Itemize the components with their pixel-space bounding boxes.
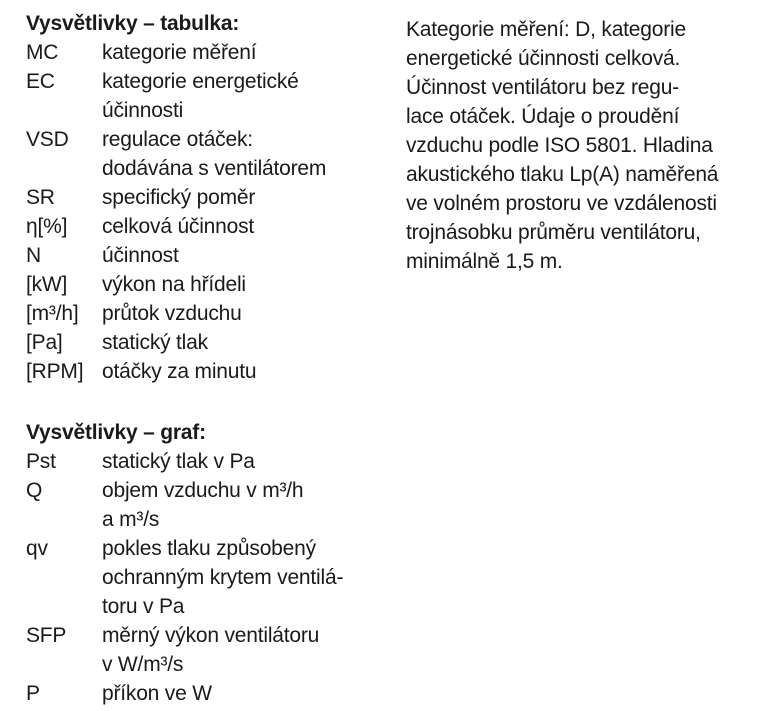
table-legend-row-abbreviation: η[%] bbox=[26, 215, 68, 238]
graph-legend-row bbox=[26, 447, 343, 476]
graph-legend-row-description-line: příkon ve W bbox=[102, 682, 212, 705]
note-line: akustického tlaku Lp(A) naměřená bbox=[406, 163, 719, 186]
table-legend-row-description bbox=[102, 212, 326, 241]
graph-legend-row-description bbox=[102, 447, 343, 476]
graph-legend-row bbox=[26, 534, 343, 621]
table-legend-row-description-line: celková účinnost bbox=[102, 215, 255, 238]
table-legend-row-description-line: výkon na hřídeli bbox=[102, 273, 246, 296]
table-legend-row bbox=[26, 38, 326, 67]
table-legend-row-abbreviation: MC bbox=[26, 41, 59, 64]
note-line: energetické účinnosti celková. bbox=[406, 47, 681, 70]
table-legend-row bbox=[26, 270, 326, 299]
note-line: lace otáček. Údaje o proudění bbox=[406, 105, 680, 128]
graph-legend bbox=[26, 447, 343, 708]
note-line: minimálně 1,5 m. bbox=[406, 250, 563, 273]
note-line: Účinnost ventilátoru bez regu- bbox=[406, 76, 679, 99]
graph-legend-row-description-line: ochranným krytem ventilá- bbox=[102, 566, 344, 589]
graph-legend-row-description-line: pokles tlaku způsobený bbox=[102, 537, 316, 560]
table-legend-row-description-line: kategorie energetické bbox=[102, 70, 299, 93]
table-legend-row bbox=[26, 212, 326, 241]
graph-legend-row-abbreviation: SFP bbox=[26, 624, 67, 647]
section-spacer bbox=[26, 386, 398, 418]
table-legend-row-description-line: účinnost bbox=[102, 244, 179, 267]
graph-legend-title: Vysvětlivky – graf: bbox=[26, 421, 206, 444]
table-legend-row-description bbox=[102, 270, 326, 299]
table-legend-row-description bbox=[102, 183, 326, 212]
table-legend-row-abbreviation: [m³/h] bbox=[26, 302, 79, 325]
graph-legend-row bbox=[26, 476, 343, 534]
table-legend-row-abbreviation: [Pa] bbox=[26, 331, 63, 354]
measurement-note bbox=[406, 15, 762, 276]
table-legend-row-description-line: otáčky za minutu bbox=[102, 360, 257, 383]
table-legend-row-abbreviation: SR bbox=[26, 186, 55, 209]
table-legend-row-description bbox=[102, 38, 326, 67]
note-line: ve volném prostoru ve vzdálenosti bbox=[406, 192, 717, 215]
table-legend-row-description-line: specifický poměr bbox=[102, 186, 256, 209]
table-legend-row-abbreviation: N bbox=[26, 244, 41, 267]
note-line: vzduchu podle ISO 5801. Hladina bbox=[406, 134, 713, 157]
table-legend-row-description bbox=[102, 125, 326, 183]
table-legend-row-abbreviation: [kW] bbox=[26, 273, 68, 296]
table-legend-row bbox=[26, 183, 326, 212]
table-legend-row-abbreviation: [RPM] bbox=[26, 360, 84, 383]
table-legend-row bbox=[26, 328, 326, 357]
table-legend-row-description bbox=[102, 241, 326, 270]
table-legend-row-description bbox=[102, 299, 326, 328]
graph-legend-row-description-line: statický tlak v Pa bbox=[102, 450, 255, 473]
table-legend-row-description-line: kategorie měření bbox=[102, 41, 257, 64]
graph-legend-row bbox=[26, 621, 343, 679]
table-legend-row-description bbox=[102, 67, 326, 125]
table-legend-row-description-line: dodávána s ventilátorem bbox=[102, 157, 327, 180]
graph-legend-row-abbreviation: Q bbox=[26, 479, 43, 502]
graph-legend-row-description-line: měrný výkon ventilátoru bbox=[102, 624, 320, 647]
graph-legend-row bbox=[26, 679, 343, 708]
table-legend-row bbox=[26, 67, 326, 125]
graph-legend-row-description bbox=[102, 534, 343, 621]
table-legend-row bbox=[26, 357, 326, 386]
table-legend-row-description-line: průtok vzduchu bbox=[102, 302, 242, 325]
graph-legend-row-abbreviation: Pst bbox=[26, 450, 56, 473]
table-legend-row-description-line: účinnosti bbox=[102, 99, 184, 122]
table-legend-row-abbreviation: VSD bbox=[26, 128, 69, 151]
table-legend-body bbox=[26, 38, 326, 386]
table-legend-row bbox=[26, 299, 326, 328]
legend-column bbox=[26, 9, 398, 708]
graph-legend-row-description bbox=[102, 621, 343, 679]
table-legend-row bbox=[26, 241, 326, 270]
table-legend-row-description bbox=[102, 357, 326, 386]
table-legend bbox=[26, 38, 326, 386]
graph-legend-row-description-line: a m³/s bbox=[102, 508, 160, 531]
table-legend-row-description-line: statický tlak bbox=[102, 331, 208, 354]
graph-legend-row-abbreviation: P bbox=[26, 682, 40, 705]
graph-legend-row-description bbox=[102, 476, 343, 534]
graph-legend-body bbox=[26, 447, 343, 708]
table-legend-title: Vysvětlivky – tabulka: bbox=[26, 12, 240, 35]
graph-legend-row-abbreviation: qv bbox=[26, 537, 48, 560]
note-line: trojnásobku průměru ventilátoru, bbox=[406, 221, 701, 244]
graph-legend-row-description bbox=[102, 679, 343, 708]
graph-legend-row-description-line: objem vzduchu v m³/h bbox=[102, 479, 304, 502]
graph-legend-row-description-line: toru v Pa bbox=[102, 595, 185, 618]
note-line: Kategorie měření: D, kategorie bbox=[406, 18, 686, 41]
table-legend-row-description bbox=[102, 328, 326, 357]
table-legend-row-abbreviation: EC bbox=[26, 70, 55, 93]
table-legend-row bbox=[26, 125, 326, 183]
table-legend-row-description-line: regulace otáček: bbox=[102, 128, 253, 151]
graph-legend-row-description-line: v W/m³/s bbox=[102, 653, 184, 676]
